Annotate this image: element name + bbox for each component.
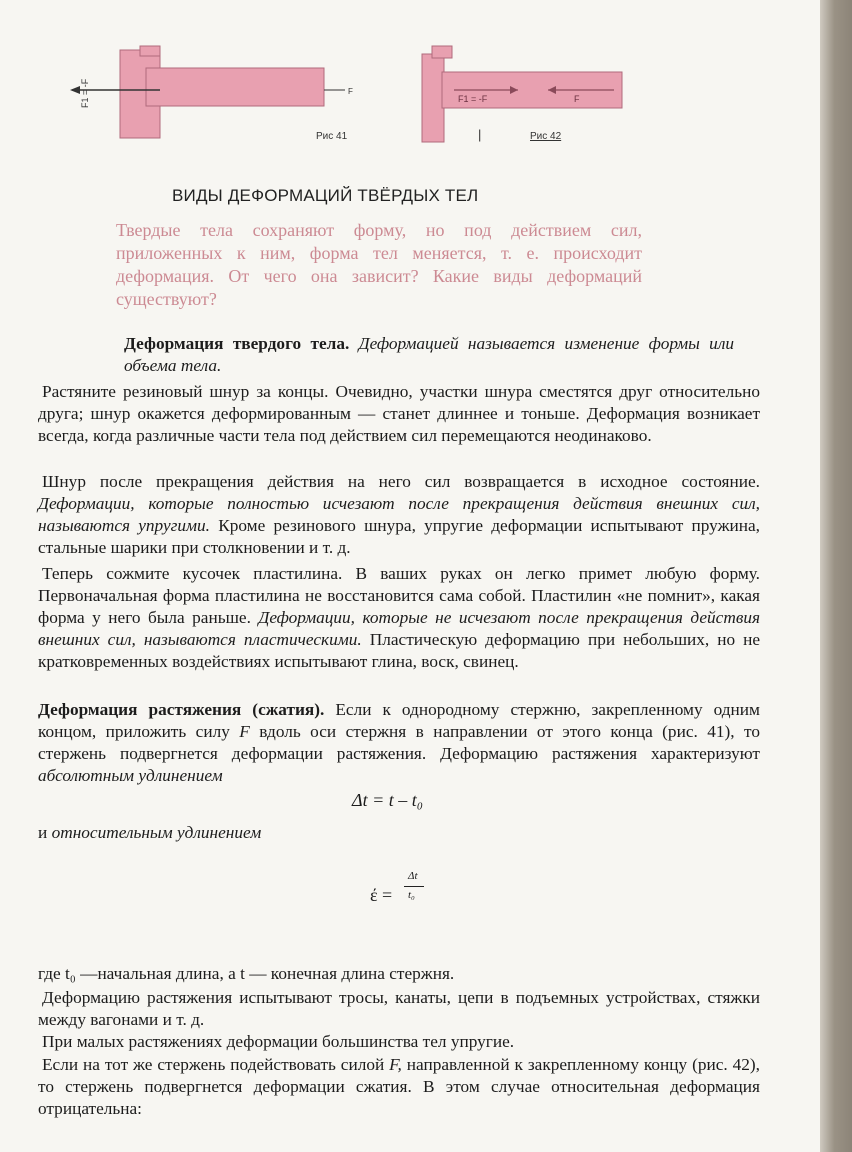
fig41-left-label: F1 = -F: [80, 78, 90, 108]
fig42-inner-right-label: F: [574, 94, 580, 104]
formula2-numerator: Δt: [408, 870, 418, 882]
formula-absolute-elongation: Δt = t – t₀: [352, 790, 423, 810]
rod: [146, 68, 324, 106]
paragraph-8: При малых растяжениях деформации большинства тел упругие.: [42, 1032, 515, 1051]
p3-c: Пластическую деформацию при небольших, но не кратковременных воздействиях испытывают глина, воск, свинец.: [38, 630, 761, 671]
fig-divider: |: [478, 127, 482, 142]
paragraph-6: где t₀ —начальная длина, а t — конечная длина стержня.: [38, 964, 455, 983]
section1-title: Деформация твердого тела.: [124, 334, 350, 353]
fraction-bar: [404, 886, 424, 887]
fig42-inner-left-label: F1 = -F: [458, 94, 488, 104]
formula2-denominator: t₀: [408, 889, 415, 901]
paragraph-1: Растяните резиновый шнур за концы. Очевидно, участки шнура сместятся друг относительно друга; шнур окажется деформированным — станет длиннее и тоньше. Деформация возникает всегда, когда различные части тела под действием сил перемещаются неодинаково.: [38, 382, 760, 445]
section1-definition-text: Деформацией называется изменение формы или объема тела.: [124, 334, 734, 375]
p3-a: Теперь сожмите кусочек пластилина. В ваших руках он легко примет любую форму. Первоначальная форма пластилина не восстановится сама собой. Пластилин «не помнит», какая форма у него была раньше.: [38, 564, 760, 627]
formula2-lhs: έ =: [370, 885, 393, 905]
section1-definition: [38, 333, 734, 377]
paragraph-7: Деформацию растяжения испытывают тросы, канаты, цепи в подъемных устройствах, стяжки между вагонами и т. д.: [38, 988, 760, 1029]
paragraph-2: [38, 471, 760, 559]
p9-b: направленной к закрепленному концу (рис. 42), то стержень подвергнется деформации сжатия. В этом случае относительная деформация отрицательна:: [38, 1055, 760, 1118]
paragraph-3: [38, 563, 760, 673]
fig41-right-label: F: [348, 87, 353, 96]
p5-b: относительным удлинением: [51, 823, 262, 842]
page-title: ВИДЫ ДЕФОРМАЦИЙ ТВЁРДЫХ ТЕЛ: [172, 186, 479, 205]
p2-b: Деформации, которые полностью исчезают после прекращения действия внешних сил, называются упругими.: [38, 494, 760, 535]
paragraph-4: [38, 699, 760, 787]
p4-force-symbol: F: [239, 722, 250, 741]
fig41-caption: Рис 41: [316, 131, 348, 142]
p3-b: Деформации, которые не исчезают после прекращения действия внешних сил, называются пластическими.: [38, 608, 760, 649]
figure-41: [60, 40, 400, 150]
p5-a: и: [38, 823, 52, 842]
fig42-caption: Рис 42: [530, 131, 562, 142]
p9-a: Если на тот же стержень подействовать силой: [42, 1055, 385, 1074]
wall-block: [422, 54, 444, 142]
paragraph-9: [38, 1054, 760, 1120]
wall-cap: [432, 46, 452, 58]
intro-question: Твердые тела сохраняют форму, но под действием сил, приложенных к ним, форма тел меняется, т. е. происходит деформация. От чего она зависит? Какие виды деформаций существуют?: [116, 220, 642, 309]
figure-42: [418, 40, 638, 150]
p9-force-symbol: F,: [389, 1055, 402, 1074]
page-edge-shadow: [820, 0, 852, 1152]
p4-a: Если к однородному стержню, закрепленному одним концом, приложить силу: [38, 700, 760, 741]
p4-c: абсолютным удлинением: [38, 766, 223, 785]
p2-c: Кроме резинового шнура, упругие деформации испытывают пружина, стальные шарики при столкновении и т. д.: [38, 516, 760, 557]
p4-b: вдоль оси стержня в направлении от этого конца (рис. 41), то стержень подвергнется деформации растяжения. Деформацию растяжения характеризуют: [38, 722, 760, 763]
paragraph-5: [38, 822, 760, 844]
wall-cap: [140, 46, 160, 56]
p4-title: Деформация растяжения (сжатия).: [38, 700, 325, 719]
p2-a: Шнур после прекращения действия на него сил возвращается в исходное состояние.: [42, 472, 760, 491]
